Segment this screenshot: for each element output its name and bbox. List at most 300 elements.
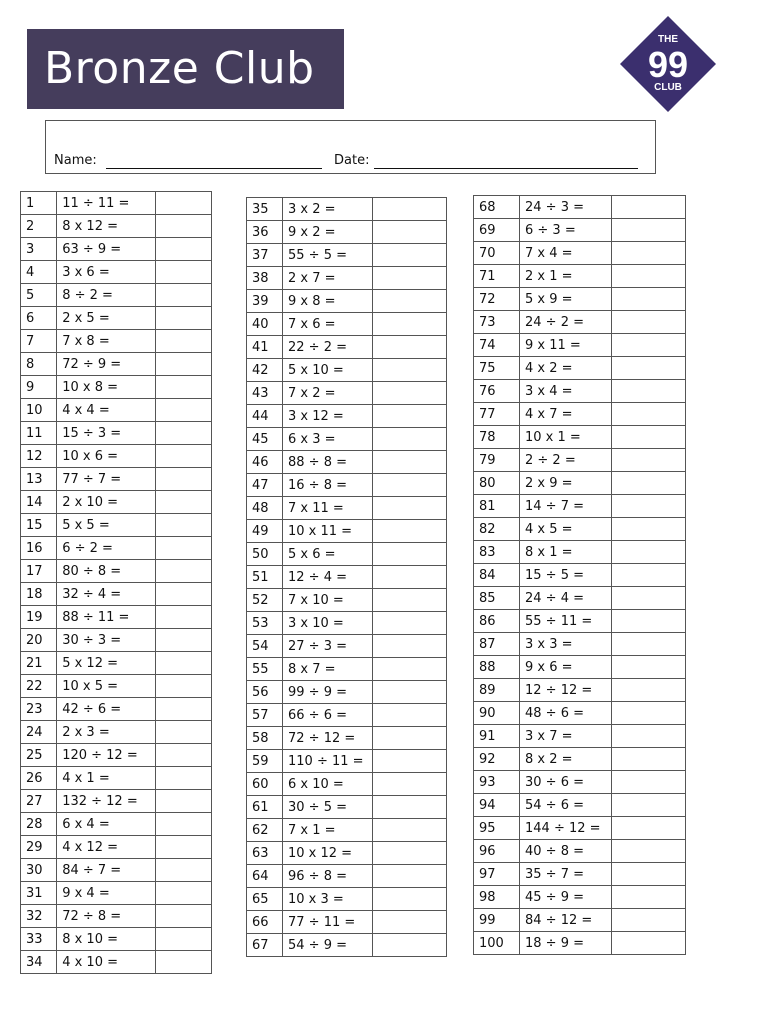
question-text: 8 x 7 = bbox=[283, 658, 373, 681]
question-text: 2 x 9 = bbox=[520, 472, 612, 495]
question-text: 72 ÷ 12 = bbox=[283, 727, 373, 750]
question-text: 72 ÷ 8 = bbox=[57, 905, 156, 928]
answer-cell[interactable] bbox=[612, 426, 686, 449]
question-text: 7 x 1 = bbox=[283, 819, 373, 842]
question-text: 2 x 5 = bbox=[57, 307, 156, 330]
question-column-1 bbox=[20, 191, 212, 974]
table-row bbox=[474, 817, 686, 840]
answer-cell[interactable] bbox=[373, 612, 447, 635]
question-number: 100 bbox=[474, 932, 520, 955]
the-99-club-logo bbox=[618, 14, 718, 114]
table-row bbox=[247, 290, 447, 313]
answer-cell[interactable] bbox=[155, 192, 211, 215]
answer-cell[interactable] bbox=[155, 629, 211, 652]
question-number: 43 bbox=[247, 382, 283, 405]
answer-cell[interactable] bbox=[155, 606, 211, 629]
table-row bbox=[474, 794, 686, 817]
question-number: 42 bbox=[247, 359, 283, 382]
answer-cell[interactable] bbox=[612, 564, 686, 587]
question-text: 35 ÷ 7 = bbox=[520, 863, 612, 886]
answer-cell[interactable] bbox=[155, 675, 211, 698]
table-row bbox=[474, 610, 686, 633]
answer-cell[interactable] bbox=[155, 284, 211, 307]
date-label: Date: bbox=[334, 153, 370, 168]
table-row bbox=[247, 773, 447, 796]
table-row bbox=[21, 859, 212, 882]
question-text: 11 ÷ 11 = bbox=[57, 192, 156, 215]
table-row bbox=[474, 748, 686, 771]
question-text: 7 x 8 = bbox=[57, 330, 156, 353]
question-number: 17 bbox=[21, 560, 57, 583]
table-row bbox=[21, 215, 212, 238]
question-text: 2 x 3 = bbox=[57, 721, 156, 744]
question-text: 3 x 10 = bbox=[283, 612, 373, 635]
question-text: 16 ÷ 8 = bbox=[283, 474, 373, 497]
table-row bbox=[21, 399, 212, 422]
question-text: 3 x 12 = bbox=[283, 405, 373, 428]
question-number: 57 bbox=[247, 704, 283, 727]
question-text: 14 ÷ 7 = bbox=[520, 495, 612, 518]
answer-cell[interactable] bbox=[373, 497, 447, 520]
table-row bbox=[247, 589, 447, 612]
question-text: 80 ÷ 8 = bbox=[57, 560, 156, 583]
question-number: 20 bbox=[21, 629, 57, 652]
question-text: 24 ÷ 2 = bbox=[520, 311, 612, 334]
question-number: 23 bbox=[21, 698, 57, 721]
question-text: 10 x 11 = bbox=[283, 520, 373, 543]
answer-cell[interactable] bbox=[155, 537, 211, 560]
table-row bbox=[474, 725, 686, 748]
question-text: 45 ÷ 9 = bbox=[520, 886, 612, 909]
answer-cell[interactable] bbox=[612, 909, 686, 932]
question-text: 5 x 9 = bbox=[520, 288, 612, 311]
answer-cell[interactable] bbox=[612, 932, 686, 955]
question-text: 54 ÷ 6 = bbox=[520, 794, 612, 817]
question-number: 92 bbox=[474, 748, 520, 771]
answer-cell[interactable] bbox=[373, 911, 447, 934]
answer-cell[interactable] bbox=[373, 313, 447, 336]
question-text: 42 ÷ 6 = bbox=[57, 698, 156, 721]
answer-cell[interactable] bbox=[612, 587, 686, 610]
answer-cell[interactable] bbox=[612, 357, 686, 380]
answer-cell[interactable] bbox=[612, 702, 686, 725]
question-text: 4 x 12 = bbox=[57, 836, 156, 859]
answer-cell[interactable] bbox=[155, 652, 211, 675]
question-number: 98 bbox=[474, 886, 520, 909]
table-row bbox=[21, 330, 212, 353]
table-row bbox=[247, 313, 447, 336]
answer-cell[interactable] bbox=[155, 491, 211, 514]
answer-cell[interactable] bbox=[612, 334, 686, 357]
question-number: 41 bbox=[247, 336, 283, 359]
question-text: 6 ÷ 3 = bbox=[520, 219, 612, 242]
question-number: 47 bbox=[247, 474, 283, 497]
answer-cell[interactable] bbox=[612, 541, 686, 564]
question-text: 6 x 3 = bbox=[283, 428, 373, 451]
answer-cell[interactable] bbox=[155, 261, 211, 284]
question-text: 84 ÷ 7 = bbox=[57, 859, 156, 882]
answer-cell[interactable] bbox=[373, 336, 447, 359]
question-number: 45 bbox=[247, 428, 283, 451]
question-number: 58 bbox=[247, 727, 283, 750]
answer-cell[interactable] bbox=[155, 790, 211, 813]
question-text: 4 x 10 = bbox=[57, 951, 156, 974]
table-row bbox=[247, 750, 447, 773]
question-number: 50 bbox=[247, 543, 283, 566]
answer-cell[interactable] bbox=[155, 330, 211, 353]
table-row bbox=[474, 564, 686, 587]
logo-top-text: THE bbox=[658, 34, 678, 45]
question-number: 56 bbox=[247, 681, 283, 704]
table-row bbox=[247, 865, 447, 888]
table-row bbox=[247, 727, 447, 750]
answer-cell[interactable] bbox=[155, 514, 211, 537]
question-text: 2 x 7 = bbox=[283, 267, 373, 290]
question-text: 5 x 5 = bbox=[57, 514, 156, 537]
answer-cell[interactable] bbox=[373, 934, 447, 957]
table-row bbox=[21, 813, 212, 836]
question-number: 74 bbox=[474, 334, 520, 357]
answer-cell[interactable] bbox=[155, 560, 211, 583]
answer-cell[interactable] bbox=[612, 679, 686, 702]
answer-cell[interactable] bbox=[155, 238, 211, 261]
answer-cell[interactable] bbox=[155, 445, 211, 468]
answer-cell[interactable] bbox=[155, 468, 211, 491]
question-number: 69 bbox=[474, 219, 520, 242]
answer-cell[interactable] bbox=[612, 449, 686, 472]
question-number: 9 bbox=[21, 376, 57, 399]
answer-cell[interactable] bbox=[373, 428, 447, 451]
table-row bbox=[474, 472, 686, 495]
question-number: 64 bbox=[247, 865, 283, 888]
question-text: 3 x 4 = bbox=[520, 380, 612, 403]
question-text: 6 ÷ 2 = bbox=[57, 537, 156, 560]
table-row bbox=[21, 790, 212, 813]
answer-cell[interactable] bbox=[155, 905, 211, 928]
answer-cell[interactable] bbox=[373, 589, 447, 612]
table-row bbox=[474, 242, 686, 265]
question-text: 120 ÷ 12 = bbox=[57, 744, 156, 767]
question-text: 77 ÷ 7 = bbox=[57, 468, 156, 491]
table-row bbox=[474, 863, 686, 886]
table-row bbox=[247, 911, 447, 934]
answer-cell[interactable] bbox=[155, 698, 211, 721]
question-text: 2 x 10 = bbox=[57, 491, 156, 514]
answer-cell[interactable] bbox=[155, 353, 211, 376]
answer-cell[interactable] bbox=[155, 376, 211, 399]
answer-cell[interactable] bbox=[612, 242, 686, 265]
question-text: 4 x 1 = bbox=[57, 767, 156, 790]
table-row bbox=[474, 656, 686, 679]
answer-cell[interactable] bbox=[612, 219, 686, 242]
question-number: 71 bbox=[474, 265, 520, 288]
question-number: 53 bbox=[247, 612, 283, 635]
logo-bottom-text: CLUB bbox=[654, 82, 682, 93]
answer-cell[interactable] bbox=[612, 403, 686, 426]
answer-cell[interactable] bbox=[373, 359, 447, 382]
answer-cell[interactable] bbox=[155, 307, 211, 330]
answer-cell[interactable] bbox=[155, 928, 211, 951]
answer-cell[interactable] bbox=[373, 198, 447, 221]
question-text: 12 ÷ 12 = bbox=[520, 679, 612, 702]
question-number: 66 bbox=[247, 911, 283, 934]
question-text: 9 x 8 = bbox=[283, 290, 373, 313]
question-number: 88 bbox=[474, 656, 520, 679]
question-text: 30 ÷ 5 = bbox=[283, 796, 373, 819]
date-field[interactable] bbox=[374, 168, 638, 169]
question-text: 77 ÷ 11 = bbox=[283, 911, 373, 934]
question-text: 10 x 1 = bbox=[520, 426, 612, 449]
question-text: 18 ÷ 9 = bbox=[520, 932, 612, 955]
table-row bbox=[474, 932, 686, 955]
question-number: 32 bbox=[21, 905, 57, 928]
table-row bbox=[247, 451, 447, 474]
table-row bbox=[474, 334, 686, 357]
question-number: 84 bbox=[474, 564, 520, 587]
question-number: 77 bbox=[474, 403, 520, 426]
table-row bbox=[21, 583, 212, 606]
answer-cell[interactable] bbox=[373, 405, 447, 428]
table-row bbox=[247, 198, 447, 221]
table-row bbox=[247, 888, 447, 911]
answer-cell[interactable] bbox=[612, 196, 686, 219]
question-number: 75 bbox=[474, 357, 520, 380]
question-number: 59 bbox=[247, 750, 283, 773]
question-text: 144 ÷ 12 = bbox=[520, 817, 612, 840]
question-number: 38 bbox=[247, 267, 283, 290]
question-number: 67 bbox=[247, 934, 283, 957]
answer-cell[interactable] bbox=[373, 474, 447, 497]
question-text: 15 ÷ 3 = bbox=[57, 422, 156, 445]
answer-cell[interactable] bbox=[612, 380, 686, 403]
answer-cell[interactable] bbox=[612, 311, 686, 334]
question-number: 87 bbox=[474, 633, 520, 656]
name-field[interactable] bbox=[106, 168, 322, 169]
table-row bbox=[247, 221, 447, 244]
table-row bbox=[21, 928, 212, 951]
question-text: 8 ÷ 2 = bbox=[57, 284, 156, 307]
answer-cell[interactable] bbox=[373, 635, 447, 658]
answer-cell[interactable] bbox=[373, 566, 447, 589]
question-number: 6 bbox=[21, 307, 57, 330]
question-column-3 bbox=[473, 195, 686, 955]
table-row bbox=[247, 934, 447, 957]
answer-cell[interactable] bbox=[612, 472, 686, 495]
answer-cell[interactable] bbox=[155, 859, 211, 882]
question-text: 66 ÷ 6 = bbox=[283, 704, 373, 727]
answer-cell[interactable] bbox=[612, 886, 686, 909]
question-number: 80 bbox=[474, 472, 520, 495]
table-row bbox=[474, 196, 686, 219]
table-row bbox=[21, 629, 212, 652]
answer-cell[interactable] bbox=[373, 681, 447, 704]
answer-cell[interactable] bbox=[373, 451, 447, 474]
table-row bbox=[247, 612, 447, 635]
question-text: 6 x 10 = bbox=[283, 773, 373, 796]
question-number: 70 bbox=[474, 242, 520, 265]
question-number: 61 bbox=[247, 796, 283, 819]
question-text: 12 ÷ 4 = bbox=[283, 566, 373, 589]
question-number: 65 bbox=[247, 888, 283, 911]
question-number: 83 bbox=[474, 541, 520, 564]
question-text: 5 x 12 = bbox=[57, 652, 156, 675]
table-row bbox=[21, 445, 212, 468]
answer-cell[interactable] bbox=[612, 725, 686, 748]
table-row bbox=[474, 518, 686, 541]
answer-cell[interactable] bbox=[373, 819, 447, 842]
answer-cell[interactable] bbox=[373, 267, 447, 290]
question-text: 55 ÷ 5 = bbox=[283, 244, 373, 267]
answer-cell[interactable] bbox=[612, 817, 686, 840]
table-row bbox=[21, 882, 212, 905]
answer-cell[interactable] bbox=[373, 382, 447, 405]
question-number: 35 bbox=[247, 198, 283, 221]
diamond-logo-icon bbox=[618, 14, 718, 114]
question-number: 81 bbox=[474, 495, 520, 518]
question-number: 52 bbox=[247, 589, 283, 612]
answer-cell[interactable] bbox=[612, 863, 686, 886]
answer-cell[interactable] bbox=[612, 610, 686, 633]
answer-cell[interactable] bbox=[373, 290, 447, 313]
question-number: 18 bbox=[21, 583, 57, 606]
question-text: 2 ÷ 2 = bbox=[520, 449, 612, 472]
question-text: 55 ÷ 11 = bbox=[520, 610, 612, 633]
table-row bbox=[474, 311, 686, 334]
question-number: 48 bbox=[247, 497, 283, 520]
table-row bbox=[474, 886, 686, 909]
question-number: 22 bbox=[21, 675, 57, 698]
question-number: 1 bbox=[21, 192, 57, 215]
question-text: 3 x 3 = bbox=[520, 633, 612, 656]
question-number: 8 bbox=[21, 353, 57, 376]
table-row bbox=[21, 905, 212, 928]
question-number: 29 bbox=[21, 836, 57, 859]
table-row bbox=[474, 426, 686, 449]
question-text: 40 ÷ 8 = bbox=[520, 840, 612, 863]
question-number: 5 bbox=[21, 284, 57, 307]
question-text: 9 x 2 = bbox=[283, 221, 373, 244]
answer-cell[interactable] bbox=[373, 773, 447, 796]
question-number: 13 bbox=[21, 468, 57, 491]
answer-cell[interactable] bbox=[373, 520, 447, 543]
question-text: 5 x 6 = bbox=[283, 543, 373, 566]
question-text: 30 ÷ 3 = bbox=[57, 629, 156, 652]
answer-cell[interactable] bbox=[155, 744, 211, 767]
question-column-2 bbox=[246, 197, 447, 957]
question-number: 24 bbox=[21, 721, 57, 744]
answer-cell[interactable] bbox=[612, 633, 686, 656]
table-row bbox=[247, 819, 447, 842]
question-number: 39 bbox=[247, 290, 283, 313]
answer-cell[interactable] bbox=[155, 951, 211, 974]
question-number: 91 bbox=[474, 725, 520, 748]
answer-cell[interactable] bbox=[612, 288, 686, 311]
table-row bbox=[474, 495, 686, 518]
question-text: 7 x 2 = bbox=[283, 382, 373, 405]
question-number: 99 bbox=[474, 909, 520, 932]
question-number: 90 bbox=[474, 702, 520, 725]
question-number: 36 bbox=[247, 221, 283, 244]
answer-cell[interactable] bbox=[373, 704, 447, 727]
answer-cell[interactable] bbox=[373, 221, 447, 244]
answer-cell[interactable] bbox=[612, 771, 686, 794]
question-text: 88 ÷ 11 = bbox=[57, 606, 156, 629]
table-row bbox=[21, 767, 212, 790]
table-row bbox=[21, 422, 212, 445]
answer-cell[interactable] bbox=[373, 658, 447, 681]
answer-cell[interactable] bbox=[155, 813, 211, 836]
table-row bbox=[21, 514, 212, 537]
table-row bbox=[21, 675, 212, 698]
question-number: 95 bbox=[474, 817, 520, 840]
question-number: 34 bbox=[21, 951, 57, 974]
answer-cell[interactable] bbox=[612, 495, 686, 518]
question-text: 15 ÷ 5 = bbox=[520, 564, 612, 587]
answer-cell[interactable] bbox=[155, 882, 211, 905]
answer-cell[interactable] bbox=[373, 888, 447, 911]
question-text: 48 ÷ 6 = bbox=[520, 702, 612, 725]
question-text: 8 x 1 = bbox=[520, 541, 612, 564]
table-row bbox=[21, 606, 212, 629]
question-text: 5 x 10 = bbox=[283, 359, 373, 382]
answer-cell[interactable] bbox=[612, 748, 686, 771]
question-text: 99 ÷ 9 = bbox=[283, 681, 373, 704]
answer-cell[interactable] bbox=[155, 583, 211, 606]
question-number: 4 bbox=[21, 261, 57, 284]
answer-cell[interactable] bbox=[612, 518, 686, 541]
table-row bbox=[247, 336, 447, 359]
question-number: 62 bbox=[247, 819, 283, 842]
answer-cell[interactable] bbox=[155, 422, 211, 445]
answer-cell[interactable] bbox=[373, 244, 447, 267]
answer-cell[interactable] bbox=[155, 721, 211, 744]
question-text: 7 x 4 = bbox=[520, 242, 612, 265]
table-row bbox=[21, 721, 212, 744]
question-text: 96 ÷ 8 = bbox=[283, 865, 373, 888]
answer-cell[interactable] bbox=[155, 767, 211, 790]
answer-cell[interactable] bbox=[373, 543, 447, 566]
question-text: 4 x 2 = bbox=[520, 357, 612, 380]
table-row bbox=[474, 679, 686, 702]
table-row bbox=[21, 836, 212, 859]
question-number: 3 bbox=[21, 238, 57, 261]
answer-cell[interactable] bbox=[373, 796, 447, 819]
question-text: 84 ÷ 12 = bbox=[520, 909, 612, 932]
answer-cell[interactable] bbox=[373, 842, 447, 865]
answer-cell[interactable] bbox=[373, 727, 447, 750]
table-row bbox=[247, 635, 447, 658]
answer-cell[interactable] bbox=[373, 750, 447, 773]
question-text: 54 ÷ 9 = bbox=[283, 934, 373, 957]
table-row bbox=[474, 380, 686, 403]
question-number: 79 bbox=[474, 449, 520, 472]
question-number: 25 bbox=[21, 744, 57, 767]
table-row bbox=[21, 192, 212, 215]
answer-cell[interactable] bbox=[612, 656, 686, 679]
answer-cell[interactable] bbox=[612, 794, 686, 817]
answer-cell[interactable] bbox=[612, 840, 686, 863]
answer-cell[interactable] bbox=[155, 215, 211, 238]
table-row bbox=[474, 587, 686, 610]
table-row bbox=[247, 681, 447, 704]
answer-cell[interactable] bbox=[155, 399, 211, 422]
question-text: 10 x 5 = bbox=[57, 675, 156, 698]
answer-cell[interactable] bbox=[155, 836, 211, 859]
answer-cell[interactable] bbox=[612, 265, 686, 288]
question-text: 10 x 12 = bbox=[283, 842, 373, 865]
answer-cell[interactable] bbox=[373, 865, 447, 888]
page-title: Bronze Club bbox=[27, 29, 344, 109]
